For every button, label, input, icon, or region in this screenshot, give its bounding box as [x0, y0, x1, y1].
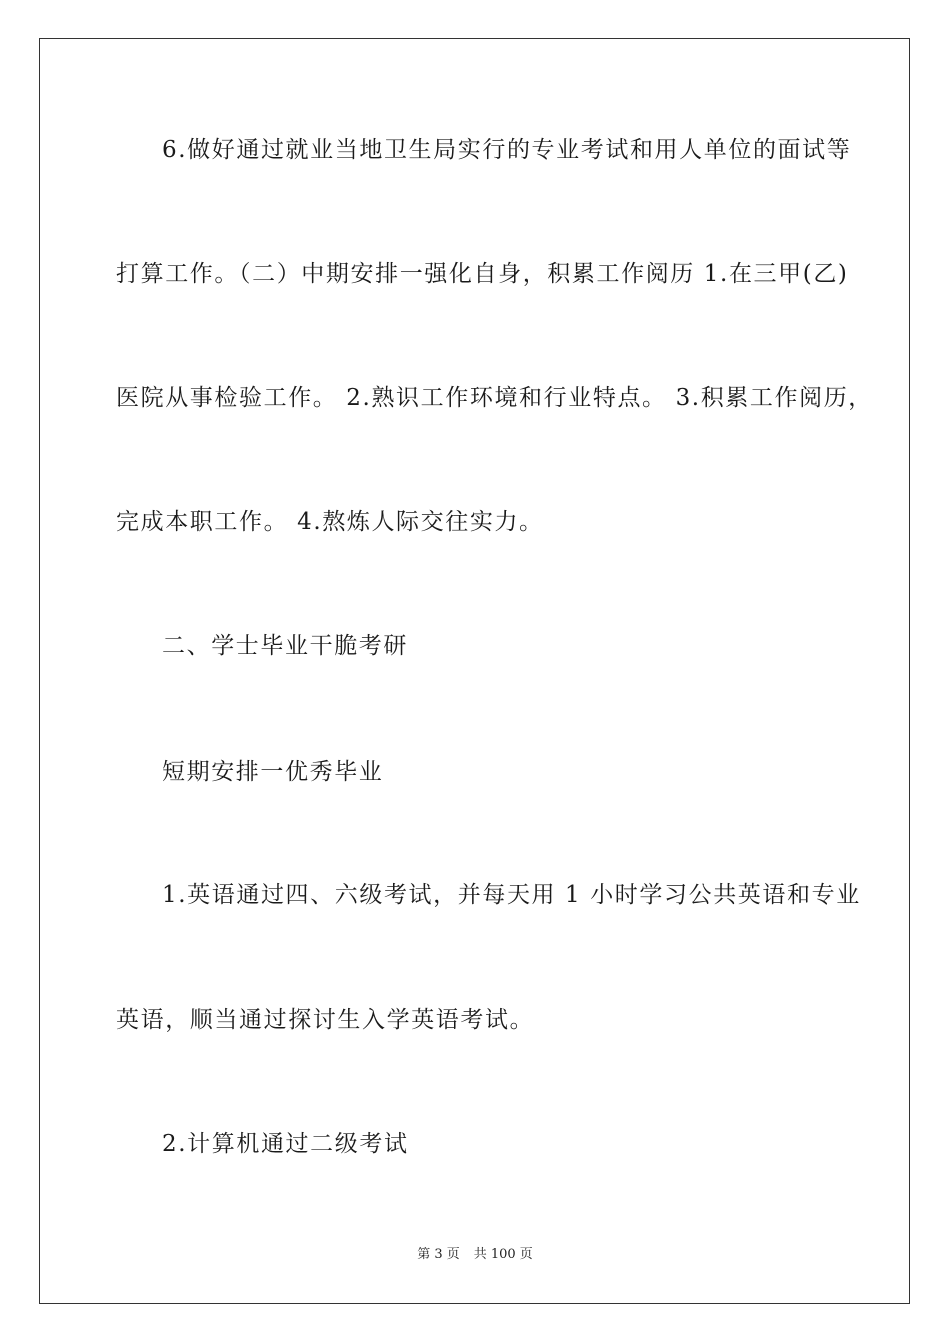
- paragraph-line: 打算工作。（二）中期安排一强化自身，积累工作阅历 1.在三甲(乙): [116, 261, 849, 287]
- paragraph-line: 6.做好通过就业当地卫生局实行的专业考试和用人单位的面试等: [162, 137, 852, 163]
- page-number: 第 3 页: [417, 1247, 460, 1262]
- page-border: [39, 38, 910, 1304]
- paragraph-line: 英语，顺当通过探讨生入学英语考试。: [116, 1007, 535, 1033]
- paragraph-line: 1.英语通过四、六级考试，并每天用 1 小时学习公共英语和专业: [162, 882, 861, 908]
- page-total: 共 100 页: [473, 1247, 533, 1262]
- subsection-heading: 短期安排一优秀毕业: [162, 759, 384, 785]
- paragraph-line: 2.计算机通过二级考试: [162, 1131, 409, 1157]
- section-heading: 二、学士毕业干脆考研: [162, 633, 408, 659]
- paragraph-line: 医院从事检验工作。 2.熟识工作环境和行业特点。 3.积累工作阅历，: [116, 385, 873, 411]
- page-footer: [0, 1246, 950, 1264]
- paragraph-line: 完成本职工作。 4.熬炼人际交往实力。: [116, 509, 544, 535]
